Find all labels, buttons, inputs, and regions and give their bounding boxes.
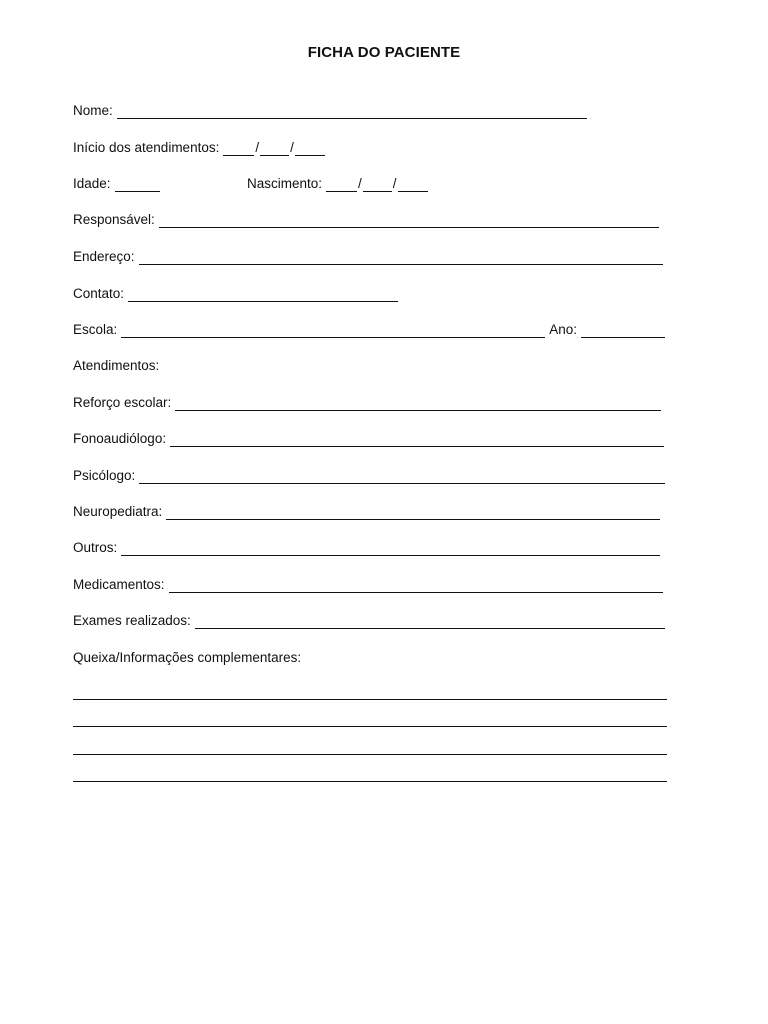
field-psicologo bbox=[73, 468, 665, 484]
input-nascimento-mes[interactable] bbox=[363, 178, 392, 192]
input-nascimento-ano[interactable] bbox=[398, 178, 428, 192]
date-separator: / bbox=[392, 176, 397, 191]
field-nome bbox=[73, 103, 587, 119]
field-exames-realizados bbox=[73, 613, 665, 629]
input-exames-realizados[interactable] bbox=[195, 615, 665, 629]
field-inicio-atendimentos bbox=[73, 140, 325, 156]
queixa-line-4[interactable] bbox=[73, 781, 667, 782]
queixa-line-2[interactable] bbox=[73, 726, 667, 727]
label-reforco-escolar: Reforço escolar: bbox=[73, 395, 172, 410]
field-endereco bbox=[73, 249, 663, 265]
field-neuropediatra bbox=[73, 504, 660, 520]
field-outros bbox=[73, 540, 660, 556]
input-inicio-mes[interactable] bbox=[260, 142, 289, 156]
field-escola bbox=[73, 322, 665, 338]
input-nome[interactable] bbox=[117, 105, 587, 119]
input-idade[interactable] bbox=[115, 178, 160, 192]
label-ano: Ano: bbox=[549, 322, 578, 337]
field-idade bbox=[73, 176, 160, 192]
field-queixa bbox=[73, 650, 305, 666]
input-contato[interactable] bbox=[128, 288, 398, 302]
label-contato: Contato: bbox=[73, 286, 125, 301]
label-atendimentos: Atendimentos: bbox=[73, 358, 160, 373]
input-reforco-escolar[interactable] bbox=[175, 397, 661, 411]
input-endereco[interactable] bbox=[139, 251, 663, 265]
field-medicamentos bbox=[73, 577, 663, 593]
input-fonoaudiologo[interactable] bbox=[170, 433, 664, 447]
label-inicio-atendimentos: Início dos atendimentos: bbox=[73, 140, 220, 155]
form-title: FICHA DO PACIENTE bbox=[307, 44, 461, 61]
input-neuropediatra[interactable] bbox=[166, 506, 660, 520]
label-nome: Nome: bbox=[73, 103, 113, 118]
label-responsavel: Responsável: bbox=[73, 212, 155, 227]
input-ano[interactable] bbox=[581, 324, 665, 338]
input-psicologo[interactable] bbox=[139, 470, 665, 484]
input-inicio-ano[interactable] bbox=[295, 142, 325, 156]
section-atendimentos bbox=[73, 358, 163, 374]
field-responsavel bbox=[73, 212, 659, 228]
input-inicio-dia[interactable] bbox=[223, 142, 254, 156]
field-contato bbox=[73, 286, 398, 302]
queixa-line-1[interactable] bbox=[73, 699, 667, 700]
label-outros: Outros: bbox=[73, 540, 118, 555]
input-responsavel[interactable] bbox=[159, 214, 659, 228]
input-escola[interactable] bbox=[121, 324, 545, 338]
date-separator: / bbox=[358, 176, 362, 191]
label-queixa: Queixa/Informações complementares: bbox=[73, 650, 302, 665]
date-separator: / bbox=[255, 140, 260, 155]
label-medicamentos: Medicamentos: bbox=[73, 577, 165, 592]
date-separator: / bbox=[290, 140, 294, 155]
label-nascimento: Nascimento: bbox=[247, 176, 323, 191]
label-endereco: Endereço: bbox=[73, 249, 135, 264]
input-outros[interactable] bbox=[121, 542, 660, 556]
label-escola: Escola: bbox=[73, 322, 118, 337]
field-nascimento bbox=[247, 176, 428, 192]
input-nascimento-dia[interactable] bbox=[326, 178, 357, 192]
queixa-line-3[interactable] bbox=[73, 754, 667, 755]
field-reforco-escolar bbox=[73, 395, 661, 411]
label-fonoaudiologo: Fonoaudiólogo: bbox=[73, 431, 167, 446]
input-medicamentos[interactable] bbox=[169, 579, 663, 593]
label-neuropediatra: Neuropediatra: bbox=[73, 504, 163, 519]
label-exames-realizados: Exames realizados: bbox=[73, 613, 191, 628]
label-idade: Idade: bbox=[73, 176, 111, 191]
label-psicologo: Psicólogo: bbox=[73, 468, 136, 483]
field-fonoaudiologo bbox=[73, 431, 664, 447]
